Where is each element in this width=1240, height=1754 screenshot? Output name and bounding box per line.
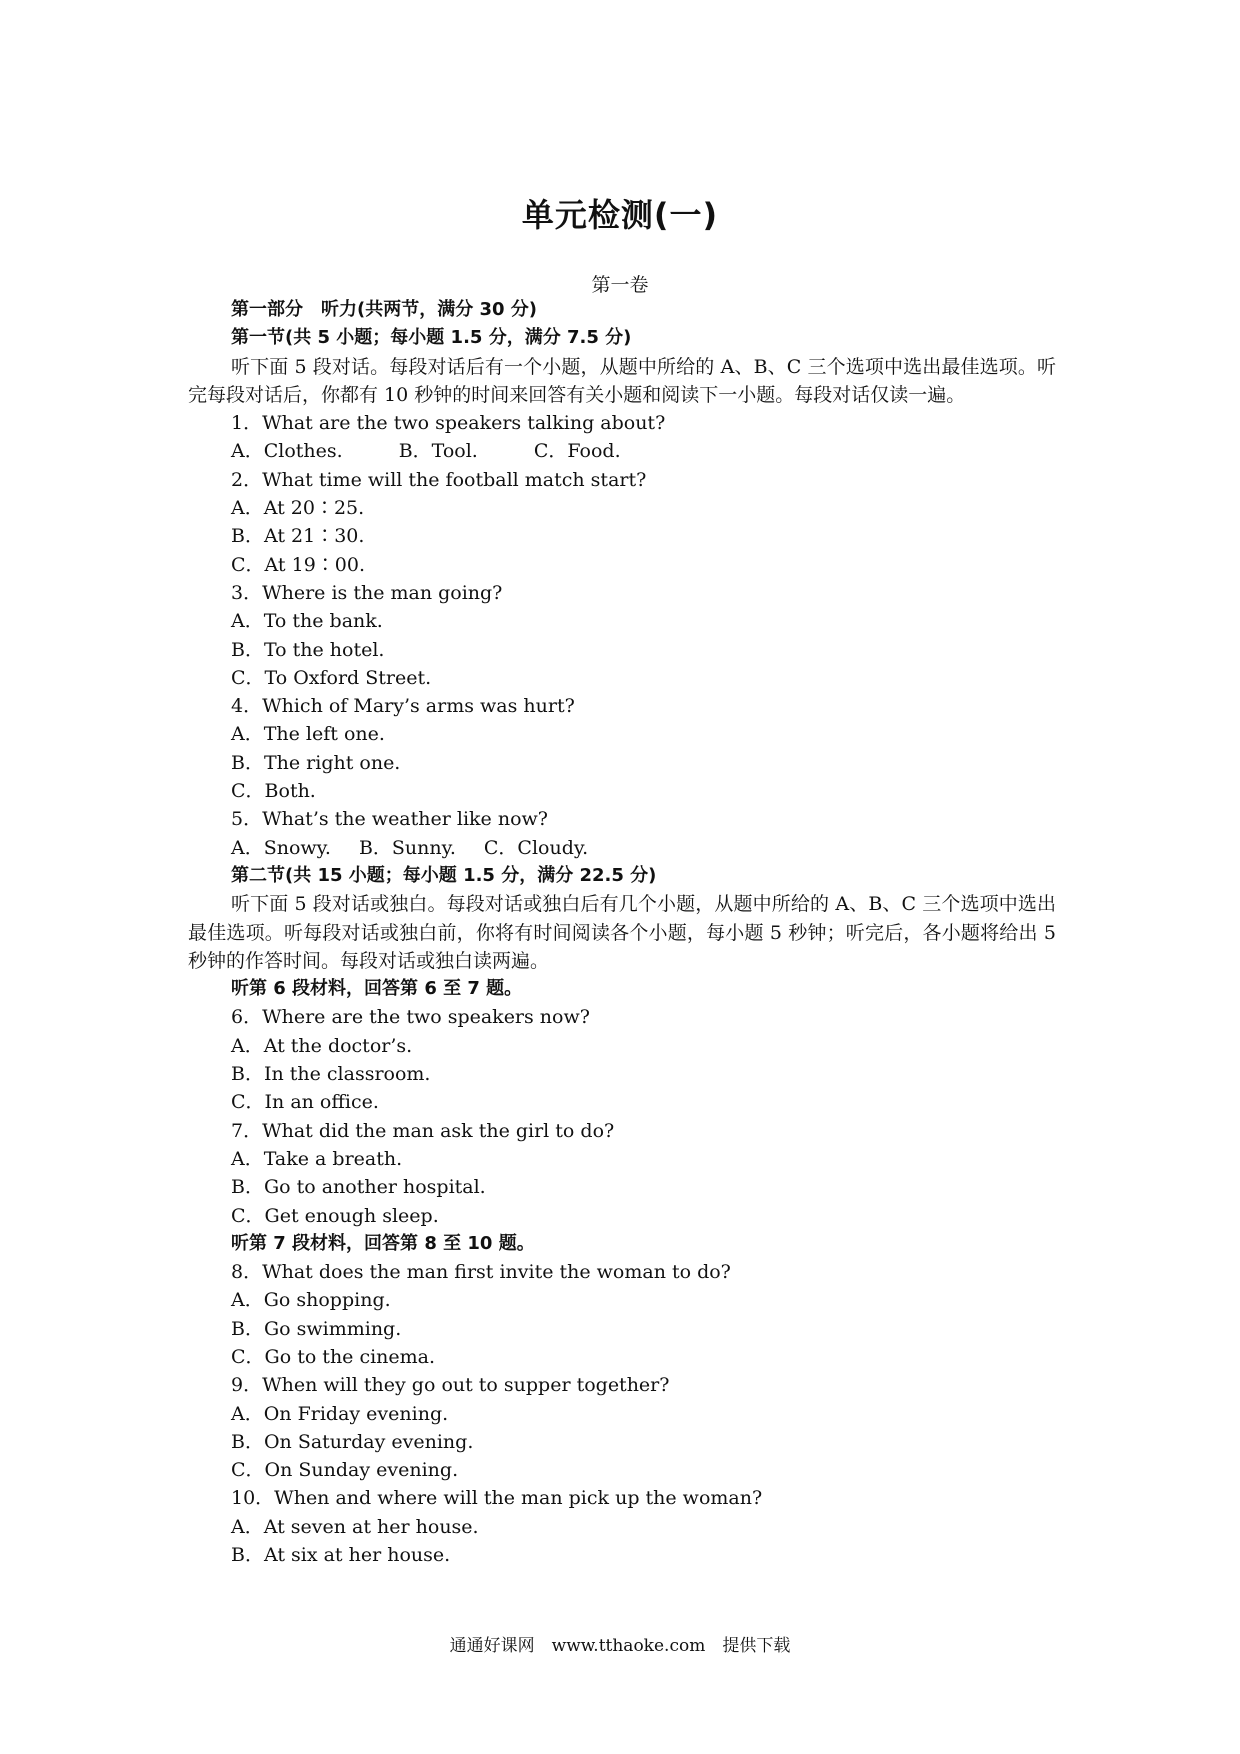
- option-c: C．Go to the cinema.: [231, 1345, 436, 1368]
- document-title: 单元检测(一): [521, 196, 719, 234]
- option-b: B．Tool.: [398, 440, 478, 463]
- question-stem: 10．When and where will the man pick up the woman?: [231, 1487, 763, 1510]
- part-heading: 第一部分 听力(共两节，满分 30 分): [231, 299, 538, 320]
- section-instructions: 听下面 5 段对话或独白。每段对话或独白后有几个小题，从题中所给的 A、B、C 三个选项中选出最佳选项。听每段对话或独白前，你将有时间阅读各个小题，每小题 5 秒钟；听完后，各小题将给出 5 秒钟的作答时间。每段对话或独白读两遍。: [188, 893, 1056, 972]
- question-stem: 5．What’s the weather like now?: [231, 808, 548, 831]
- option-c: C．Cloudy.: [483, 836, 589, 859]
- option-b: B．In the classroom.: [231, 1063, 431, 1086]
- option-a: A．At the doctor’s.: [231, 1034, 413, 1057]
- option-a: A．At seven at her house.: [231, 1515, 479, 1538]
- page-footer: 通通好课网 www.tthaoke.com 提供下载: [449, 1636, 791, 1656]
- option-c: C．In an office.: [231, 1091, 379, 1114]
- option-b: B．Sunny.: [358, 836, 456, 859]
- option-c: C．Food.: [533, 440, 621, 463]
- section-heading: 第一节(共 5 小题；每小题 1.5 分，满分 7.5 分): [231, 327, 632, 349]
- question-stem: 6．Where are the two speakers now?: [231, 1006, 590, 1029]
- option-c: C．On Sunday evening.: [231, 1459, 459, 1482]
- option-b: B．Go to another hospital.: [231, 1176, 486, 1199]
- volume-heading: 第一卷: [591, 274, 649, 296]
- option-a: A．At 20∶25.: [231, 497, 365, 520]
- option-b: B．The right one.: [231, 751, 401, 774]
- question-stem: 2．What time will the football match start?: [231, 468, 647, 491]
- option-a: A．The left one.: [231, 723, 385, 746]
- option-c: C．At 19∶00.: [231, 553, 365, 576]
- option-a: A．Go shopping.: [231, 1289, 391, 1312]
- option-a: A．On Friday evening.: [231, 1402, 449, 1425]
- material-heading: 听第 6 段材料，回答第 6 至 7 题。: [231, 978, 523, 1000]
- option-c: C．Both.: [231, 780, 316, 803]
- option-b: B．Go swimming.: [231, 1317, 402, 1340]
- section-heading: 第二节(共 15 小题；每小题 1.5 分，满分 22.5 分): [231, 864, 657, 886]
- option-a: A．To the bank.: [231, 610, 383, 633]
- question-stem: 9．When will they go out to supper together?: [231, 1374, 670, 1397]
- option-a: A．Clothes.: [231, 440, 343, 463]
- document-body: [188, 296, 1056, 1569]
- question-stem: 3．Where is the man going?: [231, 581, 503, 604]
- option-c: C．Get enough sleep.: [231, 1204, 439, 1227]
- question-stem: 7．What did the man ask the girl to do?: [231, 1119, 615, 1142]
- question-stem: 8．What does the man first invite the woman to do?: [231, 1261, 731, 1284]
- section-instructions: 听下面 5 段对话。每段对话后有一个小题，从题中所给的 A、B、C 三个选项中选出最佳选项。听完每段对话后，你都有 10 秒钟的时间来回答有关小题和阅读下一小题。每段对话仅读一遍。: [188, 355, 1056, 406]
- option-row: [188, 437, 1056, 465]
- question-stem: 4．Which of Mary’s arms was hurt?: [231, 695, 575, 718]
- option-b: B．At 21∶30.: [231, 525, 365, 548]
- option-c: C．To Oxford Street.: [231, 666, 432, 689]
- option-a: A．Snowy.: [231, 836, 331, 859]
- question-stem: 1．What are the two speakers talking about?: [231, 412, 666, 435]
- option-row: [188, 834, 1056, 862]
- option-b: B．At six at her house.: [231, 1544, 451, 1567]
- option-b: B．On Saturday evening.: [231, 1430, 474, 1453]
- option-a: A．Take a breath.: [231, 1147, 403, 1170]
- option-b: B．To the hotel.: [231, 638, 385, 661]
- material-heading: 听第 7 段材料，回答第 8 至 10 题。: [231, 1232, 535, 1254]
